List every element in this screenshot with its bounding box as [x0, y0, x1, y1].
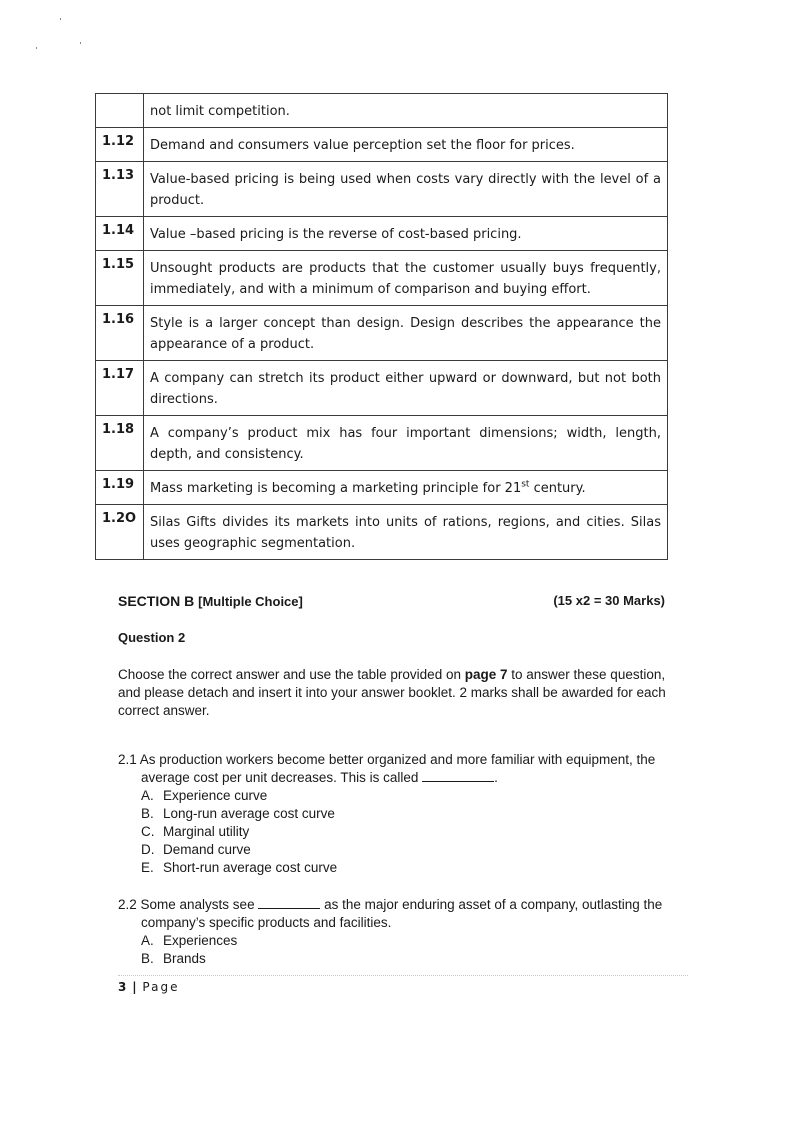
option-letter: E. [141, 860, 154, 875]
option-letter: B. [141, 951, 154, 966]
row-number: 1.18 [96, 416, 144, 471]
answer-option [118, 823, 690, 841]
question-stem-text: . [494, 770, 498, 785]
question-stem-text: as the major enduring asset of a company, outlasting the [320, 897, 663, 912]
question-stem: 2.1 As production workers become better organized and more familiar with equipment, the [118, 752, 656, 767]
option-text: Short-run average cost curve [163, 860, 338, 875]
option-letter: D. [141, 842, 155, 857]
answer-option [118, 805, 690, 823]
table-row [96, 251, 668, 306]
row-number: 1.12 [96, 128, 144, 162]
answer-option [118, 859, 690, 877]
question-stem-continued: company’s specific products and facilities. [141, 915, 392, 930]
answer-blank [258, 896, 320, 909]
question-title: Question 2 [118, 630, 186, 645]
question-stem-text: average cost per unit decreases. This is called [141, 770, 423, 785]
question-stem [118, 896, 690, 914]
question-stem-continued [118, 769, 690, 787]
page-footer [118, 980, 179, 994]
option-text: Marginal utility [163, 824, 250, 839]
row-number: 1.16 [96, 306, 144, 361]
table-row [96, 217, 668, 251]
row-statement: Value –based pricing is the reverse of cost-based pricing. [144, 217, 668, 251]
page-separator: | [132, 980, 137, 994]
footer-divider [118, 975, 688, 976]
row-statement: A company can stretch its product either upward or downward, but not both directions. [144, 361, 668, 416]
answer-option [118, 841, 690, 859]
option-letter: B. [141, 806, 154, 821]
instructions [118, 666, 688, 720]
row-number: 1.2O [96, 505, 144, 560]
option-text: Experiences [163, 933, 238, 948]
scan-speck [60, 18, 61, 20]
section-title-label: SECTION B [118, 593, 195, 609]
scan-speck [80, 42, 81, 44]
table-row [96, 361, 668, 416]
question-item [118, 896, 690, 968]
option-text: Experience curve [163, 788, 268, 803]
table-row [96, 306, 668, 361]
ordinal-suffix: st [521, 479, 530, 490]
statement-text: Mass marketing is becoming a marketing principle for 21 [150, 481, 522, 496]
answer-option [118, 787, 690, 805]
row-number: 1.15 [96, 251, 144, 306]
option-text: Brands [163, 951, 206, 966]
section-title [118, 593, 303, 609]
table-row [96, 505, 668, 560]
instructions-text: to answer these question, and please detach and insert it into your answer booklet. 2 marks shall be awarded for each correct answer. [118, 667, 666, 718]
question-stem-text: 2.2 Some analysts see [118, 897, 259, 912]
row-statement: Value-based pricing is being used when costs vary directly with the level of a product. [144, 162, 668, 217]
instructions-text: Choose the correct answer and use the table provided on [118, 667, 465, 682]
option-text: Long-run average cost curve [163, 806, 335, 821]
row-number: 1.19 [96, 471, 144, 505]
table-row [96, 94, 668, 128]
table-row [96, 128, 668, 162]
option-letter: A. [141, 933, 154, 948]
section-marks: (15 x2 = 30 Marks) [553, 593, 665, 608]
table-row [96, 416, 668, 471]
row-number [96, 94, 144, 128]
table-row [96, 162, 668, 217]
row-statement: Demand and consumers value perception set the floor for prices. [144, 128, 668, 162]
page-label: Page [142, 980, 180, 994]
answer-blank [422, 769, 494, 782]
option-letter: A. [141, 788, 154, 803]
table-row [96, 471, 668, 505]
instructions-page-ref: page 7 [464, 667, 508, 682]
row-statement: Style is a larger concept than design. Design describes the appearance the appearance of a product. [144, 306, 668, 361]
row-statement: not limit competition. [144, 94, 668, 128]
statements-table [95, 93, 668, 560]
row-statement: A company’s product mix has four important dimensions; width, length, depth, and consistency. [144, 416, 668, 471]
question-item [118, 751, 690, 877]
row-number: 1.17 [96, 361, 144, 416]
answer-option [118, 932, 690, 950]
row-statement [144, 471, 668, 505]
row-number: 1.13 [96, 162, 144, 217]
row-statement: Silas Gifts divides its markets into units of rations, regions, and cities. Silas uses geographic segmentation. [144, 505, 668, 560]
answer-option [118, 950, 690, 968]
row-statement: Unsought products are products that the customer usually buys frequently, immediately, and with a minimum of comparison and buying effort. [144, 251, 668, 306]
page-number: 3 [118, 980, 127, 994]
option-text: Demand curve [163, 842, 251, 857]
row-number: 1.14 [96, 217, 144, 251]
section-subtitle: [Multiple Choice] [198, 594, 303, 609]
scan-speck [36, 47, 37, 49]
option-letter: C. [141, 824, 155, 839]
statement-text: century. [529, 481, 586, 496]
